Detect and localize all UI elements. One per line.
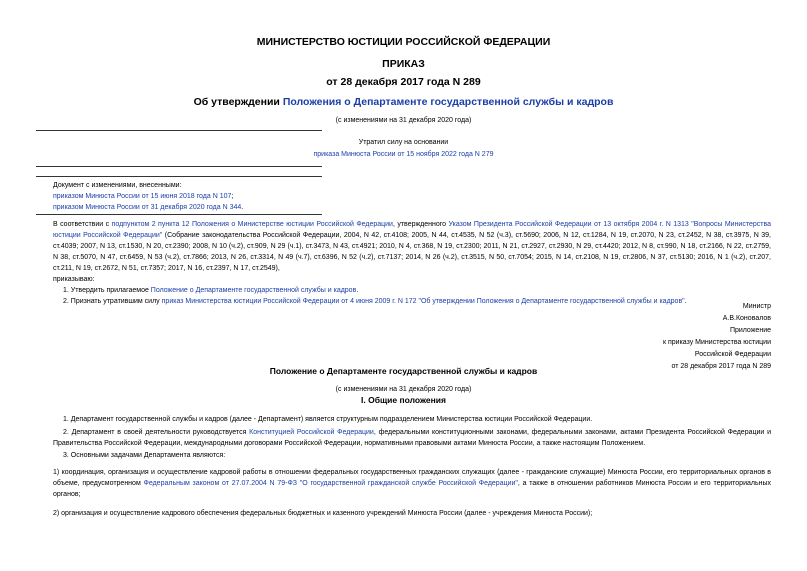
- basis-link-regulation[interactable]: подпунктом 2 пункта 12 Положения о Министерстве юстиции Российской Федерации: [111, 221, 393, 228]
- order-date-number: от 28 декабря 2017 года N 289: [326, 76, 481, 88]
- signature-block: [663, 301, 771, 373]
- regulation-changes-note: (с изменениями на 31 декабря 2020 года): [335, 386, 472, 393]
- divider-line: [36, 176, 322, 177]
- appendix-line: к приказу Министерства юстиции: [662, 339, 771, 346]
- regulation-paragraph: 3. Основными задачами Департамента являются:: [63, 452, 226, 459]
- regulation-paragraph: 2) организация и осуществление кадрового обеспечения федеральных бюджетных и казенного учреждений Минюста России (далее - учреждения Минюста России);: [53, 510, 593, 517]
- order-subject: [0, 96, 807, 108]
- constitution-link[interactable]: Конституцией Российской Федерации: [249, 429, 374, 436]
- doc-change-link[interactable]: приказом Минюста России от 15 июня 2018 года N 107: [53, 193, 232, 200]
- appendix-line: Российской Федерации: [694, 351, 771, 358]
- order-item-1-link[interactable]: Положение о Департаменте государственной службы и кадров: [150, 287, 357, 294]
- signature-name: А.В.Коновалов: [722, 315, 771, 322]
- doc-change-link[interactable]: приказом Минюста России от 31 декабря 2020 года N 344: [53, 204, 242, 211]
- basis-paragraph: В соответствии с подпунктом 2 пункта 12 Положения о Министерстве юстиции Российской Федерации, утвержденного Указом Президента Российской Федерации от 13 октября 2004 г. N 1313 "Вопросы Министерства юстиции Российской Федерации" (Собрание законодательства Российской Федерации, 2004, N 42, ст.4108; 2005, N 44, ст.4535, N 52 (ч.3), ст.5690; 2006, N 12, ст.1284, N 19, ст.2070, N 23, ст.2452, N 38, ст.3975, N 39, ст.4039; 2007, N 13, ст.1530, N 20, ст.2390; 2008, N 10 (ч.2), ст.909, N 29 (ч.1), ст.3473, N 43, ст.4921; 2010, N 4, ст.368, N 19, ст.2300; 2011, N 21, ст.2927, ст.2930, N 29, ст.4420; 2012, N 8, ст.990, N 18, ст.2166, N 22, ст.2759, N 38, ст.5070, N 47, ст.6459, N 53 (ч.2), ст.7866; 2013, N 26, ст.3314, N 49 (ч.7), ст.6396, N 52 (ч.2), ст.7137; 2014, N 26 (ч.2), ст.3515, N 50, ст.7054; 2015, N 14, ст.2108, N 19, ст.2806, N 37, ст.5130; 2016, N 1 (ч.2), ст.207, ст.211, N 19, ст.2672, N 51, ст.7357; 2017, N 16, ст.2397, N 17, ст.2549),: [53, 221, 771, 272]
- changes-note: (с изменениями на 31 декабря 2020 года): [335, 117, 472, 124]
- section-heading: I. Общие положения: [361, 395, 446, 405]
- doc-change-item: приказом Минюста России от 15 июня 2018 года N 107;: [53, 193, 234, 200]
- basis-link-decree[interactable]: Указом Президента Российской Федерации от 13 октября 2004 г. N 1313 "Вопросы Министерства юстиции Российской Федерации": [53, 221, 771, 239]
- divider-line: [36, 130, 322, 131]
- doc-change-item: приказом Минюста России от 31 декабря 2020 года N 344.: [53, 204, 244, 211]
- lost-force-link[interactable]: приказа Минюста России от 15 ноября 2022 года N 279: [313, 151, 494, 158]
- divider-line: [36, 166, 322, 167]
- lost-force-basis: [0, 149, 807, 160]
- doc-changes-label: Документ с изменениями, внесенными:: [53, 182, 182, 189]
- regulation-paragraph: 2. Департамент в своей деятельности руководствуется Конституцией Российской Федерации, федеральными конституционными законами, федеральными законами, актами Президента Российской Федерации и Правительства Российской Федерации, международными договорами Российской Федерации, нормативными правовыми актами Минюста России, а также настоящим Положением.: [53, 429, 771, 447]
- appendix-label: Приложение: [729, 327, 771, 334]
- regulation-title-link[interactable]: Положения о Департаменте государственной службы и кадров: [282, 96, 614, 108]
- signature-role: Министр: [742, 303, 771, 310]
- order-subject-prefix: Об утверждении: [193, 96, 283, 108]
- divider-line: [36, 214, 322, 215]
- appendix-line: от 28 декабря 2017 года N 289: [671, 363, 771, 370]
- civil-service-law-link[interactable]: Федеральным законом от 27.07.2004 N 79-ФЗ "О государственной гражданской службе Российской Федерации": [143, 480, 518, 487]
- regulation-paragraph: 1. Департамент государственной службы и кадров (далее - Департамент) является структурным подразделением Министерства юстиции Российской Федерации.: [63, 416, 593, 423]
- order-title: ПРИКАЗ: [382, 58, 425, 70]
- order-item-2-link[interactable]: приказ Министерства юстиции Российской Федерации от 4 июня 2009 г. N 172 "Об утверждении Положения о Департаменте государственной службы и кадров": [161, 298, 685, 305]
- regulation-paragraph: 1) координация, организация и осуществление кадровой работы в отношении федеральных государственных гражданских служащих (далее - гражданские служащие) Минюста России, его территориальных органов в объеме, предусмотренном Федеральным законом от 27.07.2004 N 79-ФЗ "О государственной гражданской службе Российской Федерации", а также в отношении работников Минюста России и его территориальных органов;: [53, 469, 772, 498]
- lost-force-label: Утратил силу на основании: [358, 139, 449, 146]
- regulation-title: Положение о Департаменте государственной службы и кадров: [269, 366, 538, 376]
- order-word: приказываю:: [53, 276, 95, 283]
- ministry-title: МИНИСТЕРСТВО ЮСТИЦИИ РОССИЙСКОЙ ФЕДЕРАЦИИ: [256, 36, 551, 48]
- order-item-2: 2. Признать утратившим силу приказ Министерства юстиции Российской Федерации от 4 июня 2009 г. N 172 "Об утверждении Положения о Департаменте государственной службы и кадров".: [63, 298, 687, 305]
- order-item-1: 1. Утвердить прилагаемое Положение о Департаменте государственной службы и кадров.: [63, 287, 359, 294]
